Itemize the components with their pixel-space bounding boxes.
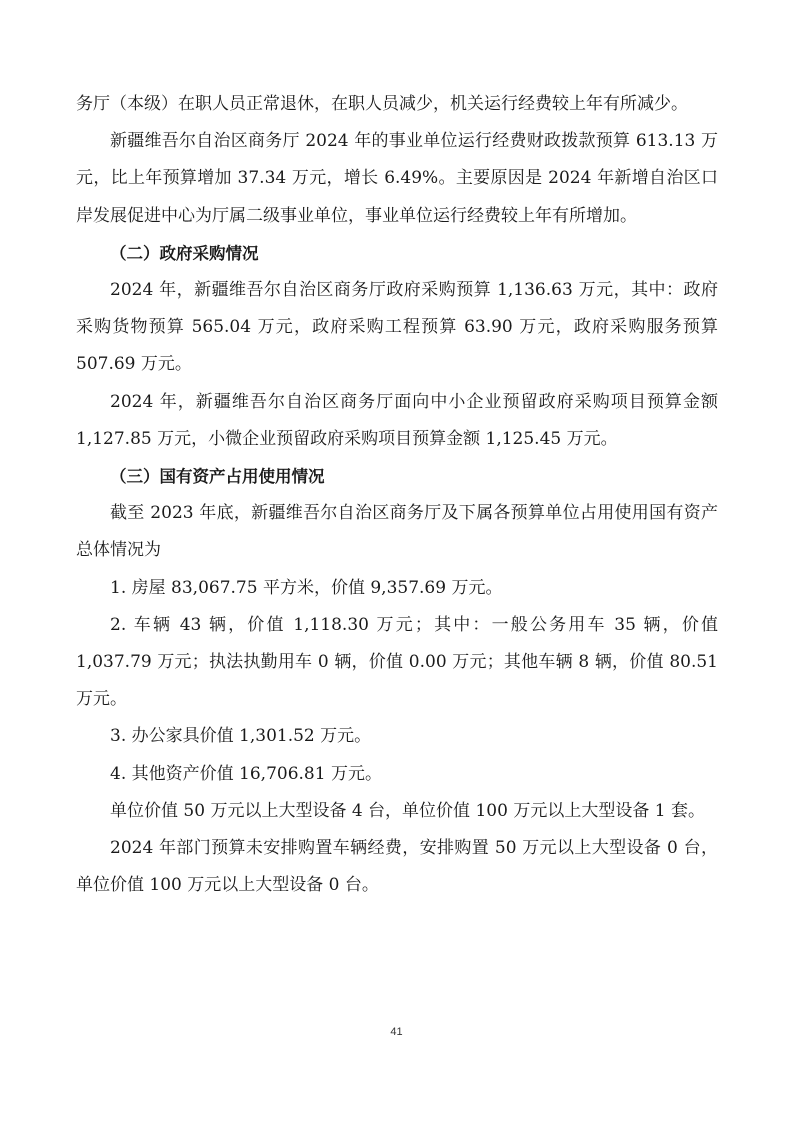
- paragraph-large-equipment: 单位价值 50 万元以上大型设备 4 台，单位价值 100 万元以上大型设备 1 套。: [110, 800, 705, 821]
- document-body: [76, 86, 718, 904]
- list-item-other-assets: 4. 其他资产价值 16,706.81 万元。: [110, 763, 382, 784]
- paragraph-continuation: 务厅（本级）在职人员正常退休，在职人员减少，机关运行经费较上年有所减少。: [76, 94, 688, 114]
- list-item-housing: 1. 房屋 83,067.75 平方米，价值 9,357.69 万元。: [110, 577, 503, 598]
- list-item-vehicles: 2. 车辆 43 辆，价值 1,118.30 万元；其中：一般公务用车 35 辆，价值 1,037.79 万元；执法执勤用车 0 辆，价值 0.00 万元；其他车辆 8 辆，价值 80.51 万元。: [76, 614, 718, 710]
- paragraph-purchase-plan: 2024 年部门预算未安排购置车辆经费，安排购置 50 万元以上大型设备 0 台，单位价值 100 万元以上大型设备 0 台。: [76, 838, 718, 896]
- paragraph-sme-procurement: 2024 年，新疆维吾尔自治区商务厅面向中小企业预留政府采购项目预算金额 1,127.85 万元，小微企业预留政府采购项目预算金额 1,125.45 万元。: [76, 391, 718, 449]
- paragraph-procurement-budget: 2024 年，新疆维吾尔自治区商务厅政府采购预算 1,136.63 万元，其中：政府采购货物预算 565.04 万元，政府采购工程预算 63.90 万元，政府采购服务预算 507.69 万元。: [76, 280, 718, 375]
- paragraph-assets-intro: 截至 2023 年底，新疆维吾尔自治区商务厅及下属各预算单位占用使用国有资产总体情况为: [76, 503, 718, 561]
- paragraph-institution-operating-funds: 新疆维吾尔自治区商务厅 2024 年的事业单位运行经费财政拨款预算 613.13 万元，比上年预算增加 37.34 万元，增长 6.49%。主要原因是 2024 年新增自治区口岸发展促进中心为厅属二级事业单位，事业单位运行经费较上年有所增加。: [76, 131, 718, 226]
- page-number: 41: [390, 1026, 403, 1038]
- section-heading-state-assets: （三）国有资产占用使用情况: [110, 467, 325, 487]
- list-item-furniture: 3. 办公家具价值 1,301.52 万元。: [110, 726, 372, 747]
- section-heading-government-procurement: （二）政府采购情况: [110, 243, 259, 263]
